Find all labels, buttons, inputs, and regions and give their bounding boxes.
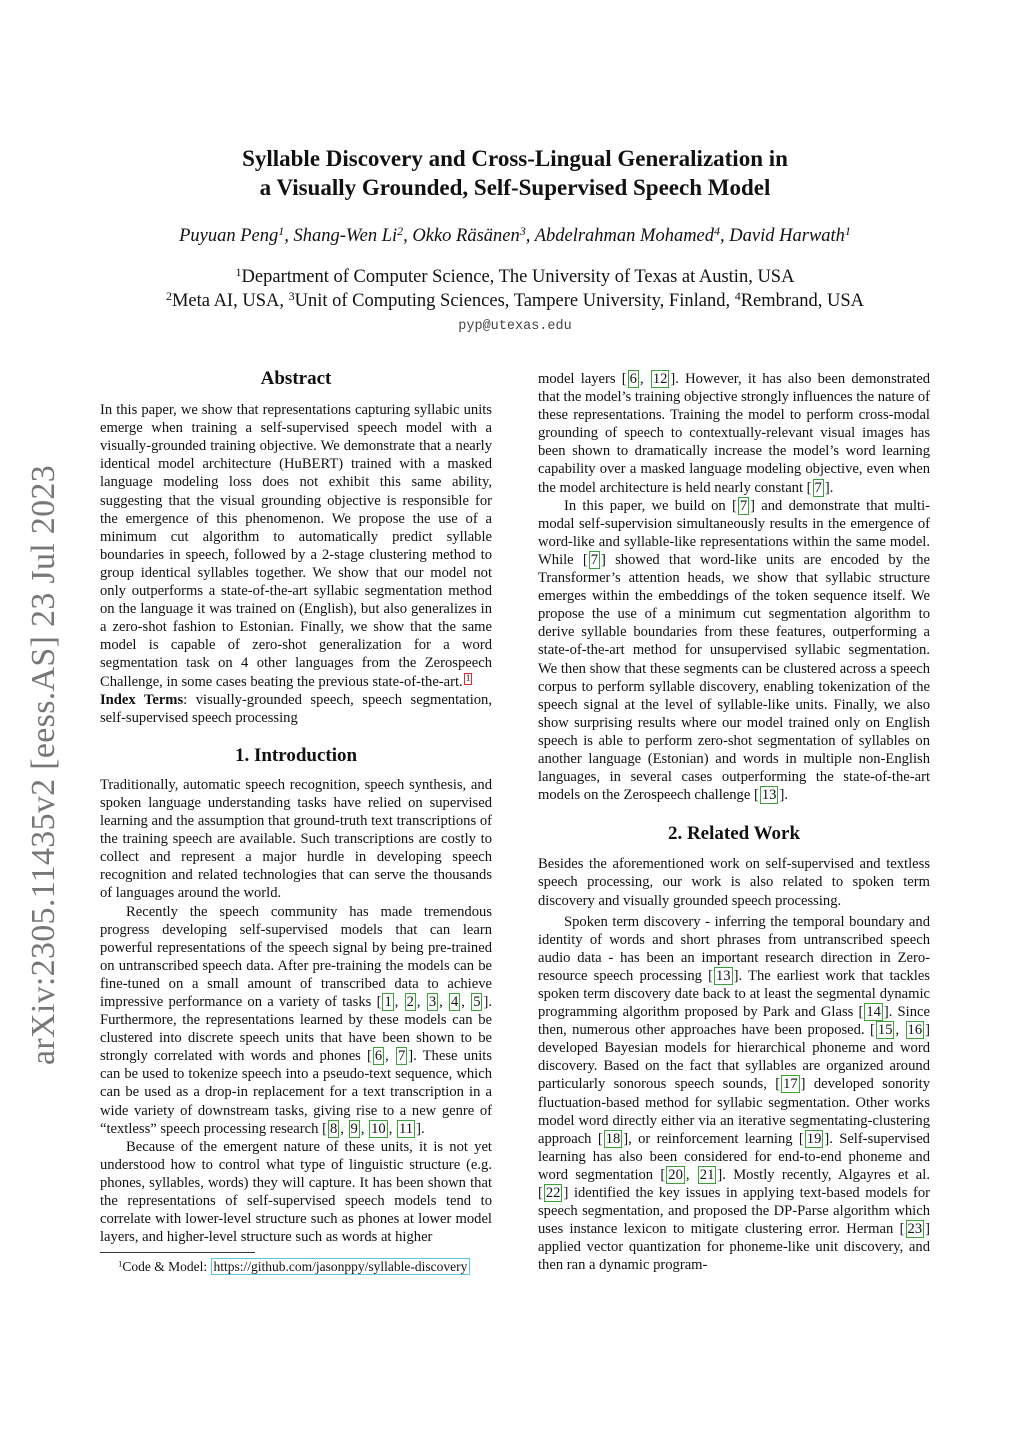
author-affiliation-mark: 1 — [844, 224, 851, 238]
abstract-heading: Abstract — [260, 368, 332, 389]
author-affiliation-mark: 1 — [278, 224, 285, 238]
citation-link[interactable]: 4 — [451, 994, 459, 1010]
contact-email[interactable]: pyp@utexas.edu — [458, 319, 572, 334]
author-list: Puyuan Peng$^1$, Shang-Wen Li$^2$, Okko Räsänen$^3$, Abdelrahman Mohamed$^4$, David Harwath$^1$ — [179, 224, 851, 246]
arxiv-sidebar-stamp — [20, 455, 68, 1075]
intro-paragraph-1: Traditionally, automatic speech recognition, speech synthesis, and spoken language understanding tasks have relied on supervised learning and the assumption that ground-truth text transcriptions of the training speech are available. Such transcriptions are costly to collect and represent a major hurdle in developing speech recognition and related technologies that can serve the thousands of languages around the world. — [100, 776, 492, 902]
author-name: Shang-Wen Li — [293, 226, 398, 246]
citation-link[interactable]: 16 — [907, 1022, 923, 1039]
intro-paragraph-5: In this paper, we build on [ 7 ] and demonstrate that multi-modal self-supervision simultaneously results in the emergence of word-like and syllable-like representations within the same model. While [ 7 ] showed that word-like units are encoded by the Transformer’s attention heads, we show that syllabic structure emerges within the embeddings of the token sequence itself. We propose the use of a minimum cut segmentation algorithm to derive syllable boundaries from these features, outperforming a state-of-the-art method for unsupervised syllabic segmentation. We then show that these segments can be clustered across a speech corpus to perform syllable discovery, enabling tokenization of the speech signal at the level of syllable-like units. Finally, we also show surprising results where our model trained only on English speech is able to perform zero-shot segmentation of syllables on another language (Estonian) and words in multiple non-English languages, in several cases outperforming the state-of-the-art models on the Zerospeech challenge [ 13 ]. — [538, 497, 931, 804]
author-affiliation-mark: 2 — [397, 224, 404, 238]
footnote-rule — [100, 1252, 255, 1253]
introduction-heading: 1. Introduction — [234, 744, 358, 766]
citation-link[interactable]: 7 — [397, 1048, 406, 1065]
author-name: David Harwath — [729, 226, 845, 246]
author-affiliation-mark: 4 — [714, 224, 721, 238]
affiliation-line-1: $^1$Department of Computer Science, The University of Texas at Austin, USA — [235, 265, 795, 287]
citation-link[interactable]: 13 — [715, 967, 731, 984]
title-line-2: a Visually Grounded, Self-Supervised Speech Model — [259, 175, 771, 200]
affiliation-line-2: $^2$Meta AI, USA, $^3$Unit of Computing Sciences, Tampere University, Finland, $^4$Rembrand, USA — [165, 289, 865, 311]
citation-link[interactable]: 7 — [739, 497, 748, 514]
github-link[interactable]: https://github.com/jasonppy/syllable-discovery — [211, 1258, 471, 1275]
citation-link[interactable]: 6 — [629, 371, 637, 387]
citation-link[interactable]: 18 — [605, 1130, 621, 1147]
citation-link[interactable]: 3 — [428, 994, 437, 1010]
citation-link[interactable]: 17 — [783, 1076, 798, 1093]
related-paragraph-1: Besides the aforementioned work on self-supervised and textless speech processing, our work is also related to spoken term discovery and visually grounded speech processing. — [538, 856, 930, 909]
author-name: Abdelrahman Mohamed — [534, 226, 715, 246]
left-column — [100, 370, 492, 1246]
title-line-1: Syllable Discovery and Cross-Lingual Generalization in — [242, 146, 788, 171]
citation-link[interactable]: 19 — [806, 1130, 822, 1147]
arxiv-id: arXiv:2305.11435v2 [eess.AS] 23 Jul 2023 — [25, 464, 62, 1066]
right-column — [538, 370, 930, 1275]
citation-link[interactable]: 7 — [814, 479, 822, 496]
footnote-ref[interactable]: 1 — [465, 673, 471, 684]
related-paragraph-2: Spoken term discovery - inferring the temporal boundary and identity of words and short phrases from untranscribed speech audio data - has been an important research direction in Zero-resource speech processing [ 13 ]. The earliest work that tackles spoken term discovery date back to at least the segmental dynamic programming algorithm proposed by Park and Glass [ 14 ]. Since then, numerous other approaches have been proposed. [ 15 , 16 ] developed Bayesian models for hierarchical phoneme and word discovery. Based on the fact that syllables are organized around particularly sonorous speech sounds, [ 17 ] developed sonority fluctuation-based method for syllabic segmentation. Other works model word directly either via an iterative segmentating-clustering approach [ 18 ], or reinforcement learning [ 19 ]. Self-supervised learning has also been considered for end-to-end phoneme and word segmentation [ 20 , 21 ]. Mostly recently, Algayres et al. [ 22 ] identified the key issues in applying text-based models for speech segmentation, and proposed the DP-Parse algorithm which uses instance lexicon to mitigate clustering error. Herman [ 23 ] applied vector quantization for phoneme-like unit discovery, and then ran a dynamic program- — [538, 913, 931, 1274]
citation-link[interactable]: 13 — [761, 787, 777, 804]
author-affiliation-mark: 3 — [519, 224, 526, 238]
author-name: Puyuan Peng — [179, 226, 279, 246]
citation-link[interactable]: 11 — [399, 1120, 414, 1137]
citation-link[interactable]: 9 — [350, 1120, 358, 1137]
citation-link[interactable]: 7 — [590, 551, 599, 568]
abstract-text: In this paper, we show that representations capturing syllabic units emerge when training a self-supervised speech model with a visually-grounded training objective. We demonstrate that a nearly identical model architecture (HuBERT) trained with a masked language modeling loss does not exhibit this same ability, suggesting that the visual grounding objective is responsible for the emergence of this phenomenon. We propose the use of a minimum cut algorithm to automatically predict syllable boundaries in speech, followed by a 2-stage clustering method to group identical syllables together. We show that our model not only outperforms a state-of-the-art syllabic segmentation method on the language it was trained on (English), but also generalizes in a zero-shot fashion to Estonian. Finally, we show that the same model is capable of zero-shot generalization for a word segmentation task on 4 other languages from the Zerospeech Challenge, in some cases beating the previous state-of-the-art. $^1$ — [100, 402, 492, 690]
citation-link[interactable]: 10 — [371, 1120, 386, 1137]
footnote: $^1$Code & Model: https://github.com/jasonppy/syllable-discovery — [118, 1259, 470, 1275]
citation-link[interactable]: 2 — [406, 994, 414, 1010]
paper-title — [100, 144, 930, 202]
citation-link[interactable]: 20 — [668, 1166, 683, 1183]
citation-link[interactable]: 22 — [545, 1185, 561, 1202]
index-terms: Index Terms: visually-grounded speech, speech segmentation, self-supervised speech processing — [100, 691, 492, 726]
author-name: Okko Räsänen — [412, 226, 520, 246]
related-work-heading: 2. Related Work — [667, 823, 801, 845]
citation-link[interactable]: 23 — [907, 1221, 923, 1238]
citation-link[interactable]: 14 — [866, 1004, 881, 1021]
intro-paragraph-2: Recently the speech community has made tremendous progress developing self-supervised models that can learn powerful representations of the speech signal by being pre-trained on untranscribed speech data. After pre-training the models can be fine-tuned on a small amount of transcribed data to achieve impressive performance on a variety of tasks [ 1 , 2 , 3 , 4 , 5 ]. Furthermore, the representations learned by these models can be clustered into discrete speech units that have been shown to be strongly correlated with words and phones [ 6 , 7 ]. These units can be used to tokenize speech into a pseudo-text sequence, which can be used as a drop-in replacement for a text transcription in a wide variety of downstream tasks, giving rise to a new genre of “textless” speech processing research [ 8 , 9 , 10 , 11 ]. — [100, 903, 493, 1137]
citation-link[interactable]: 12 — [652, 371, 668, 387]
intro-paragraph-3: Because of the emergent nature of these units, it is not yet understood how to control what type of linguistic structure (e.g. phones, syllables, words) they will capture. It has been shown that the representations of self-supervised speech models tend to correlate with lower-level structure such as phones at lower model layers, and higher-level structure such as words at higher — [100, 1138, 492, 1246]
citation-link[interactable]: 21 — [699, 1166, 715, 1183]
intro-paragraph-4: model layers [ 6 , 12 ]. However, it has also been demonstrated that the model’s training objective strongly influences the nature of these representations. Training the model to perform cross-modal grounding of speech to contextually-relevant visual images has been shown to dramatically increase the model’s word learning capability over a masked language modeling objective, even when the model architecture is held nearly constant [ 7 ]. — [538, 371, 931, 496]
citation-link[interactable]: 6 — [374, 1048, 383, 1065]
citation-link[interactable]: 8 — [329, 1120, 338, 1137]
citation-link[interactable]: 1 — [384, 994, 392, 1010]
citation-link[interactable]: 15 — [877, 1022, 893, 1039]
citation-link[interactable]: 5 — [473, 994, 481, 1010]
affiliations — [100, 265, 930, 339]
